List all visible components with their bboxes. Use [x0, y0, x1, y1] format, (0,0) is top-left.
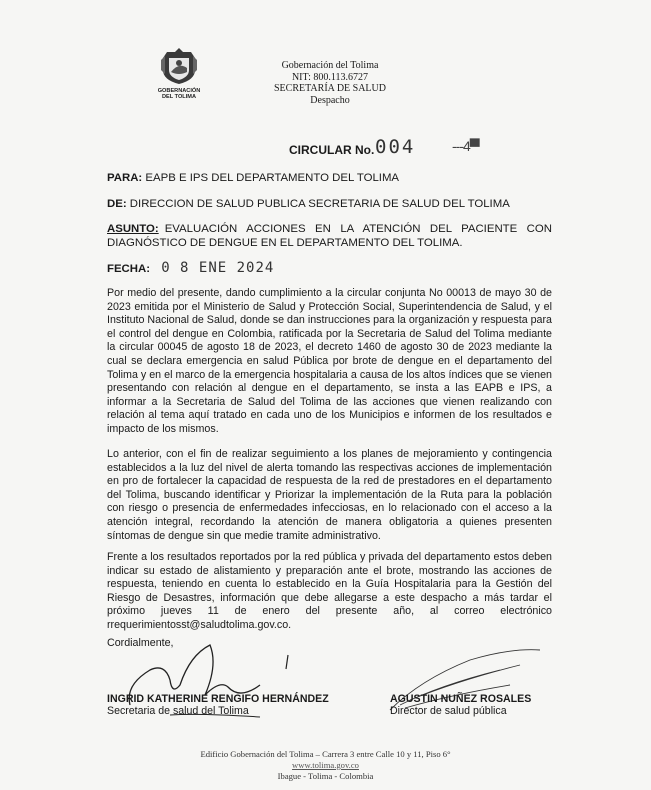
asunto-line-2: DIAGNÓSTICO DE DENGUE EN EL DEPARTAMENTO DEL TOLIMA.	[107, 237, 463, 249]
para-value: EAPB E IPS DEL DEPARTAMENTO DEL TOLIMA	[145, 172, 400, 184]
circular-number-suffix: ---4▀	[452, 138, 479, 154]
signatory-2-role: Director de salud pública	[390, 705, 507, 717]
letterhead-line-4: Despacho	[310, 94, 350, 106]
letterhead-line-3: SECRETARÍA DE SALUD	[274, 83, 386, 95]
para-label: PARA:	[107, 172, 143, 184]
fecha-line	[107, 261, 274, 276]
closing: Cordialmente,	[107, 637, 174, 649]
footer-website-link[interactable]: www.tolima.gov.co	[292, 760, 359, 770]
letterhead	[250, 60, 410, 106]
asunto-line-1: EVALUACIÓN ACCIONES EN LA ATENCIÓN DEL PACIENTE CON	[164, 223, 552, 235]
tolima-shield-icon	[157, 46, 201, 86]
signatory-1-name: INGRID KATHERINE RENGIFO HERNÁNDEZ	[107, 693, 329, 705]
footer-address: Edificio Gobernación del Tolima – Carrera 3 entre Calle 10 y 11, Piso 6°	[200, 749, 451, 759]
gobernacion-logo	[148, 46, 210, 100]
logo-text-line1: GOBERNACIÓN	[157, 88, 201, 94]
footer-city: Ibague - Tolima - Colombia	[277, 771, 374, 781]
footer	[0, 749, 651, 782]
body-paragraph-3: Frente a los resultados reportados por la red pública y privada del departamento estos deben indicar su estado de alistamiento y preparación ante el brote, mostrando las acciones de respuesta, teniendo en cuenta lo establecido en la Guía Hospitalaria para la Gestión del Riesgo de Desastres, información que debe allegarse a este despacho a más tardar el próximo jueves 11 de enero del presente año, al correo electrónico rrequerimientosst@saludtolima.gov.co.	[107, 551, 552, 631]
de-label: DE:	[107, 198, 127, 210]
body-paragraph-2: Lo anterior, con el fin de realizar seguimiento a los planes de mejoramiento y contingencia establecidos a la luz del nivel de alerta tomando las respectivas acciones de implementación en pro de fortalecer la capacidad de respuesta de la red de prestadores en el departamento del Tolima, buscando identificar y Priorizar la implementación de la Ruta para la población con riesgo o presencia de enfermedades infecciosas, en lo relacionado con el acceso a la atención integral, recordando la atención de manera obligatoria a quienes presenten síntomas de dengue sin que medie tramite administrativo.	[107, 448, 552, 542]
logo-text-line2: DEL TOLIMA	[162, 94, 196, 100]
letterhead-line-1: Gobernación del Tolima	[281, 60, 379, 71]
fecha-stamp: 0 8 ENE 2024	[161, 260, 275, 276]
letterhead-line-2: NIT: 800.113.6727	[291, 71, 369, 83]
body-paragraph-1: Por medio del presente, dando cumplimiento a la circular conjunta No 00013 de mayo 30 de 2023 emitida por el Ministerio de Salud y Protección Social, Superintendencia de Salud, y el Instituto Nacional de Salud, donde se dan instrucciones para la organización y respuesta para el control del dengue en Colombia, ratificada por la Secretaria de Salud del Tolima mediante la circular 00045 de agosto 18 de 2023, el decreto 1460 de agosto 30 de 2023 mediante la cual se declara emergencia en salud Pública por brote de dengue en el departamento del Tolima y en el marco de la emergencia hospitalaria a causa de los altos índices que se vienen presentando con relación al dengue en el departamento, se insta a las EAPB e IPS, a informar a la Secretaria de Salud del Tolima de las acciones que vienen realizando con relación al tema aquí tratado en cada uno de los Municipios e informen de los resultados e impacto de los mismos.	[107, 287, 552, 435]
signatory-1-role: Secretaria de salud del Tolima	[107, 705, 249, 717]
fecha-label: FECHA:	[107, 263, 151, 275]
circular-label: CIRCULAR No.	[289, 143, 375, 157]
signatory-1	[107, 693, 329, 717]
para-line	[107, 171, 399, 185]
circular-number-stamp: 004	[375, 136, 416, 158]
signatory-2-name: AGUSTIN NUÑEZ ROSALES	[390, 693, 532, 705]
asunto-block	[107, 222, 552, 250]
signatory-2	[390, 693, 531, 717]
de-value: DIRECCION DE SALUD PUBLICA SECRETARIA DE SALUD DEL TOLIMA	[129, 198, 510, 210]
asunto-label: ASUNTO:	[107, 223, 159, 235]
de-line	[107, 197, 510, 211]
